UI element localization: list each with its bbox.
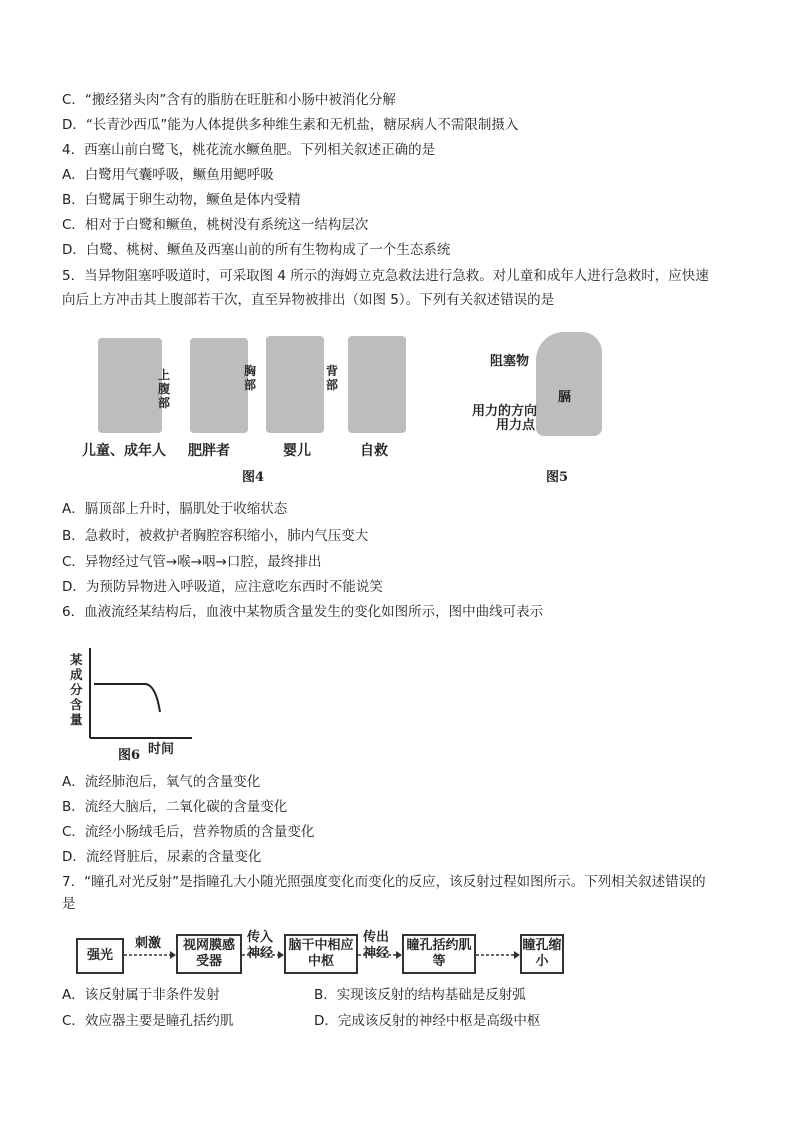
q4-option-d: D．白鹭、桃树、鳜鱼及西塞山前的所有生物构成了一个生态系统 xyxy=(62,242,451,258)
q6-option-c: C．流经小肠绒毛后，营养物质的含量变化 xyxy=(62,824,315,840)
box-strong-light: 强光 xyxy=(76,938,124,974)
reflex-diagram xyxy=(70,930,630,980)
label-upper-abdomen: 上腹部 xyxy=(158,368,171,410)
q6-option-a: A．流经肺泡后，氧气的含量变化 xyxy=(62,774,261,790)
q7-option-b: B．实现该反射的结构基础是反射弧 xyxy=(314,987,526,1003)
q5-option-c: C．异物经过气管→喉→咽→口腔，最终排出 xyxy=(62,554,322,570)
fig6-xlabel: 时间 xyxy=(148,742,175,757)
arrow-label-stimulus: 刺激 xyxy=(134,936,161,951)
photo-infant xyxy=(266,336,324,433)
curve xyxy=(94,684,160,712)
photo-obese xyxy=(190,338,248,433)
label-obstruction: 阻塞物 xyxy=(490,354,530,369)
label-diaphragm: 膈 xyxy=(558,390,572,405)
q7-stem: 7．“瞳孔对光反射”是指瞳孔大小随光照强度变化而变化的反应，该反射过程如图所示。下列相关叙述错误的 xyxy=(62,874,706,890)
label-chest: 胸部 xyxy=(244,364,257,392)
q6-option-d: D．流经肾脏后，尿素的含量变化 xyxy=(62,849,262,865)
figure-5-title: 图5 xyxy=(546,470,569,485)
caption-self-rescue: 自救 xyxy=(360,443,388,459)
figure-6 xyxy=(68,642,198,762)
q7-stem-cont: 是 xyxy=(62,896,76,912)
figure-5 xyxy=(470,326,630,486)
q4-stem: 4．西塞山前白鹭飞，桃花流水鳜鱼肥。下列相关叙述正确的是 xyxy=(62,142,436,158)
label-back: 背部 xyxy=(326,364,339,392)
fig6-ylabel: 某成分含量 xyxy=(70,652,83,727)
q5-option-a: A．膈顶部上升时，膈肌处于收缩状态 xyxy=(62,501,288,517)
caption-child-adult: 儿童、成年人 xyxy=(82,443,166,459)
fig6-title: 图6 xyxy=(118,748,141,763)
figure-4-title: 图4 xyxy=(242,470,265,485)
box-pupil-constrict: 瞳孔缩小 xyxy=(520,934,564,974)
q7-option-d: D．完成该反射的神经中枢是高级中枢 xyxy=(314,1013,541,1029)
q4-option-c: C．相对于白鹭和鳜鱼，桃树没有系统这一结构层次 xyxy=(62,217,369,233)
q3-option-c: C．“搬经猪头肉”含有的脂肪在旺脏和小肠中被消化分解 xyxy=(62,92,396,108)
caption-obese: 肥胖者 xyxy=(188,443,230,459)
q3-option-d: D．“长青沙西瓜”能为人体提供多种维生素和无机盐，糖尿病人不需限制摄入 xyxy=(62,117,519,133)
photo-self-rescue xyxy=(348,336,406,433)
q7-option-c: C．效应器主要是瞳孔括约肌 xyxy=(62,1013,234,1029)
q6-stem: 6．血液流经某结构后，血液中某物质含量发生的变化如图所示，图中曲线可表示 xyxy=(62,604,544,620)
q5-option-b: B．急救时，被救护者胸腔容积缩小，肺内气压变大 xyxy=(62,528,369,544)
arrow-label-efferent: 传出神经 xyxy=(362,930,389,961)
q6-option-b: B．流经大脑后，二氧化碳的含量变化 xyxy=(62,799,288,815)
arrow-label-afferent: 传入神经 xyxy=(246,930,273,961)
photo-child-adult xyxy=(98,338,162,433)
q4-option-b: B．白鹭属于卵生动物，鳜鱼是体内受精 xyxy=(62,192,301,208)
label-direction: 用力的方向 xyxy=(472,404,538,419)
q5-stem-line2: 向后上方冲击其上腹部若干次，直至异物被排出（如图 5）。下列有关叙述错误的是 xyxy=(62,292,555,308)
box-sphincter: 瞳孔括约肌等 xyxy=(402,934,476,974)
figure-4 xyxy=(78,328,418,488)
torso-diagram xyxy=(536,332,602,436)
q5-stem-line1: 5．当异物阻塞呼吸道时，可采取图 4 所示的海姆立克急救法进行急救。对儿童和成年人进行急救时，应快速 xyxy=(62,268,709,284)
q5-option-d: D．为预防异物进入呼吸道，应注意吃东西时不能说笑 xyxy=(62,579,383,595)
q4-option-a: A．白鹭用气囊呼吸，鳜鱼用鳃呼吸 xyxy=(62,167,274,183)
caption-infant: 婴儿 xyxy=(283,443,311,459)
box-brainstem-center: 脑干中相应中枢 xyxy=(284,934,358,974)
box-retina-receptor: 视网膜感受器 xyxy=(176,934,242,974)
label-force-point: 用力点 xyxy=(496,418,536,433)
q7-option-a: A．该反射属于非条件发射 xyxy=(62,987,220,1003)
